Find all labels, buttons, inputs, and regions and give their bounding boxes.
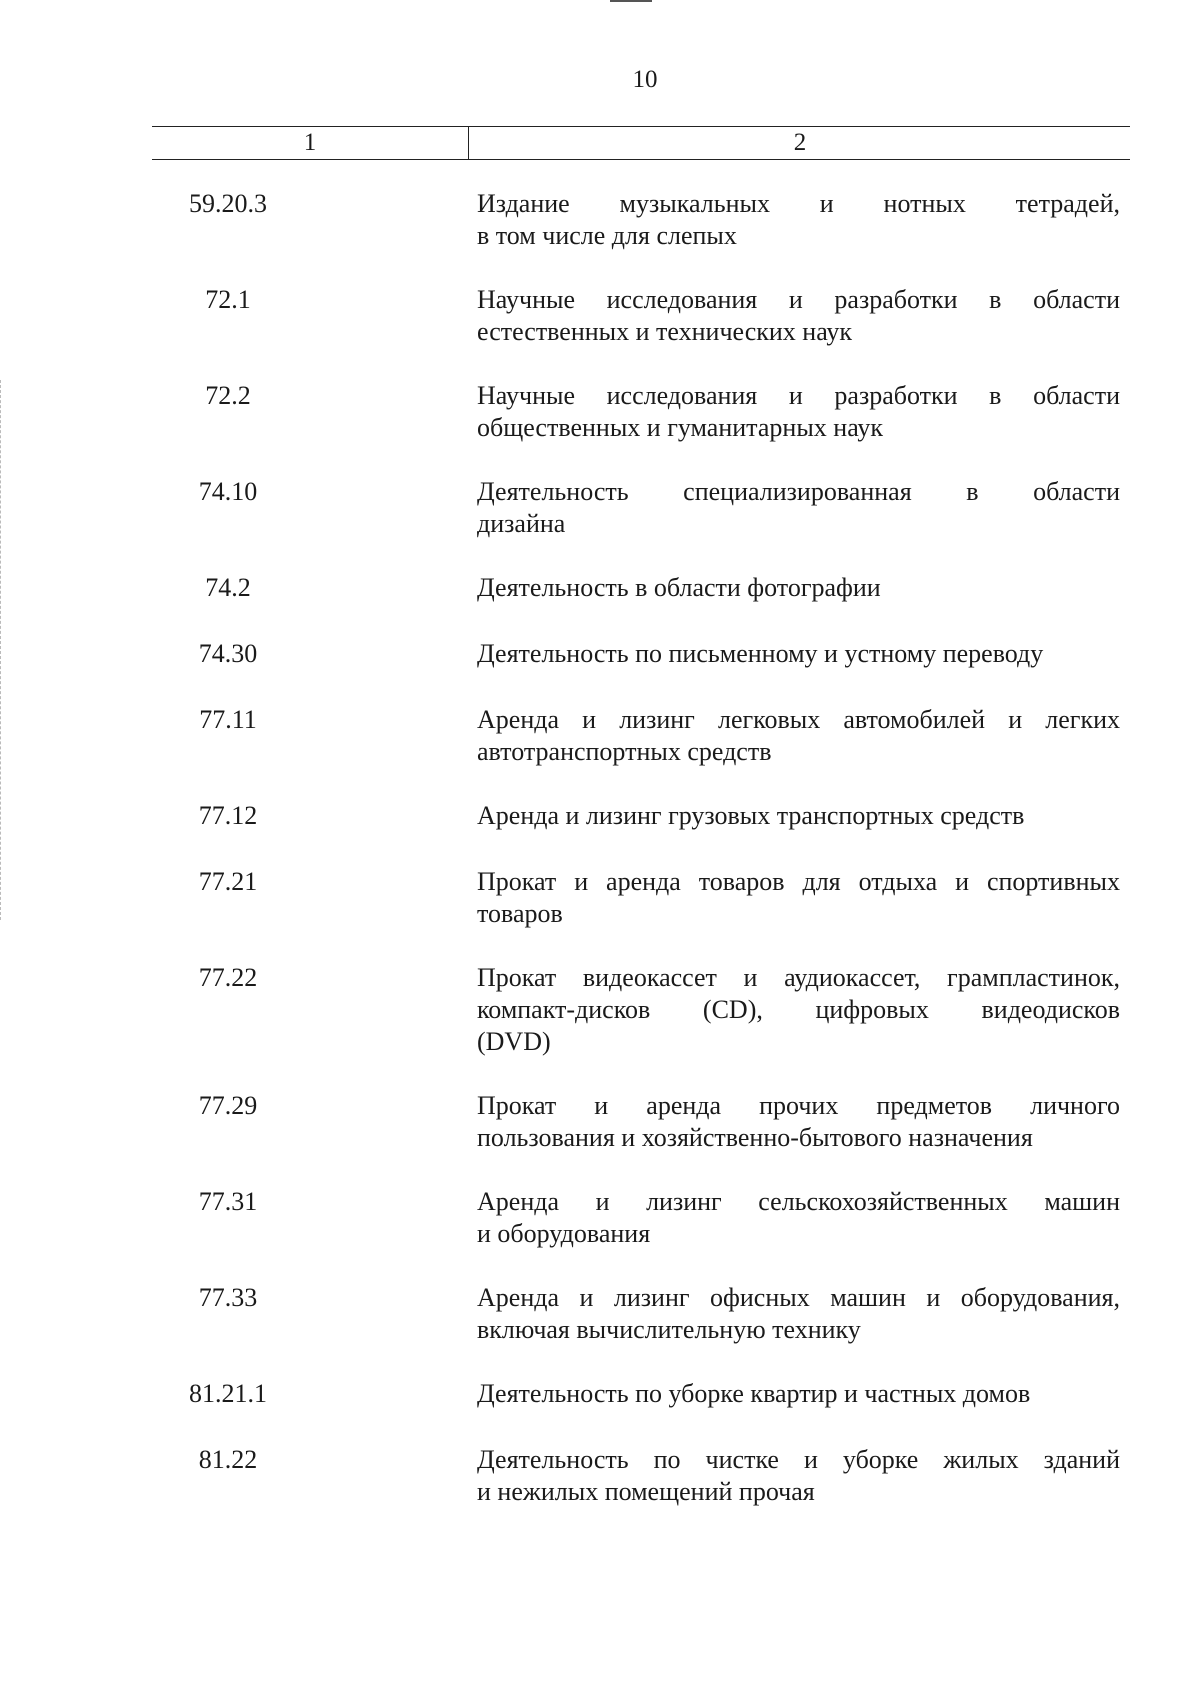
description-line: автотранспортных средств [477,737,772,766]
scan-top-edge-mark [610,0,652,2]
activity-description [477,476,1120,540]
activity-code: 77.29 [198,1091,258,1120]
activity-description [477,188,1120,252]
description-line: общественных и гуманитарных наук [477,413,884,442]
activity-description [477,572,1120,604]
description-line: Деятельность по письменному и устному переводу [477,639,1044,668]
activity-description [477,866,1120,930]
description-line: и нежилых помещений прочая [477,1477,815,1506]
page-number: 10 [632,66,658,93]
description-line: Научные исследования и разработки в области [477,285,1120,314]
table-row [0,284,1200,348]
description-line: Аренда и лизинг грузовых транспортных средств [477,801,1025,830]
table-row [0,476,1200,540]
activity-code: 77.22 [198,963,258,992]
description-line: Аренда и лизинг сельскохозяйственных машин [477,1187,1120,1216]
activity-code: 77.31 [198,1187,258,1216]
activity-description [477,1444,1120,1508]
activity-code: 74.30 [198,639,258,668]
table-row [0,380,1200,444]
activity-code: 74.10 [198,477,258,506]
table-row [0,572,1200,604]
activity-description [477,284,1120,348]
description-line: в том числе для слепых [477,221,737,250]
activity-description [477,704,1120,768]
table-row [0,1378,1200,1410]
table-row [0,1186,1200,1250]
table-body [0,188,1200,1540]
description-line: дизайна [477,509,566,538]
activity-description [477,962,1120,1058]
activity-description [477,1378,1120,1410]
table-row [0,638,1200,670]
activity-code: 72.1 [205,285,251,314]
description-line: пользования и хозяйственно-бытового назначения [477,1123,1033,1152]
table-header-top-rule [152,126,1130,127]
description-line: Издание музыкальных и нотных тетрадей, [477,189,1120,218]
activity-code: 74.2 [205,573,251,602]
activity-code: 59.20.3 [189,189,267,218]
activity-code: 77.33 [198,1283,258,1312]
table-row [0,188,1200,252]
activity-description [477,380,1120,444]
description-line: Прокат видеокассет и аудиокассет, грампластинок, [477,963,1120,992]
activity-description [477,1282,1120,1346]
description-line: Деятельность по уборке квартир и частных домов [477,1379,1031,1408]
description-line: Научные исследования и разработки в области [477,381,1120,410]
activity-description [477,638,1120,670]
table-row [0,1444,1200,1508]
activity-description [477,800,1120,832]
description-line: Деятельность в области фотографии [477,573,881,602]
description-line: Деятельность по чистке и уборке жилых зданий [477,1445,1120,1474]
table-row [0,1090,1200,1154]
activity-code: 77.11 [199,705,257,734]
activity-code: 77.12 [198,801,258,830]
activity-description [477,1090,1120,1154]
table-row [0,866,1200,930]
description-line: товаров [477,899,563,928]
activity-code: 81.21.1 [189,1379,267,1408]
description-line: и оборудования [477,1219,651,1248]
activity-description [477,1186,1120,1250]
description-line: Деятельность специализированная в области [477,477,1120,506]
activity-code: 81.22 [198,1445,258,1474]
description-line: компакт-дисков (CD), цифровых видеодисков [477,995,1120,1024]
description-line: Прокат и аренда прочих предметов личного [477,1091,1120,1120]
description-line: включая вычислительную технику [477,1315,861,1344]
table-row [0,962,1200,1058]
table-header-col-1: 1 [303,129,317,156]
table-header-divider [468,126,469,160]
table-header-bottom-rule [152,159,1130,160]
table-row [0,800,1200,832]
table-header-col-2: 2 [793,129,807,156]
description-line: Аренда и лизинг офисных машин и оборудования, [477,1283,1120,1312]
activity-code: 72.2 [205,381,251,410]
description-line: Аренда и лизинг легковых автомобилей и легких [477,705,1120,734]
description-line: (DVD) [477,1027,551,1056]
activity-code: 77.21 [198,867,258,896]
description-line: естественных и технических наук [477,317,853,346]
table-row [0,704,1200,768]
description-line: Прокат и аренда товаров для отдыха и спортивных [477,867,1120,896]
table-row [0,1282,1200,1346]
